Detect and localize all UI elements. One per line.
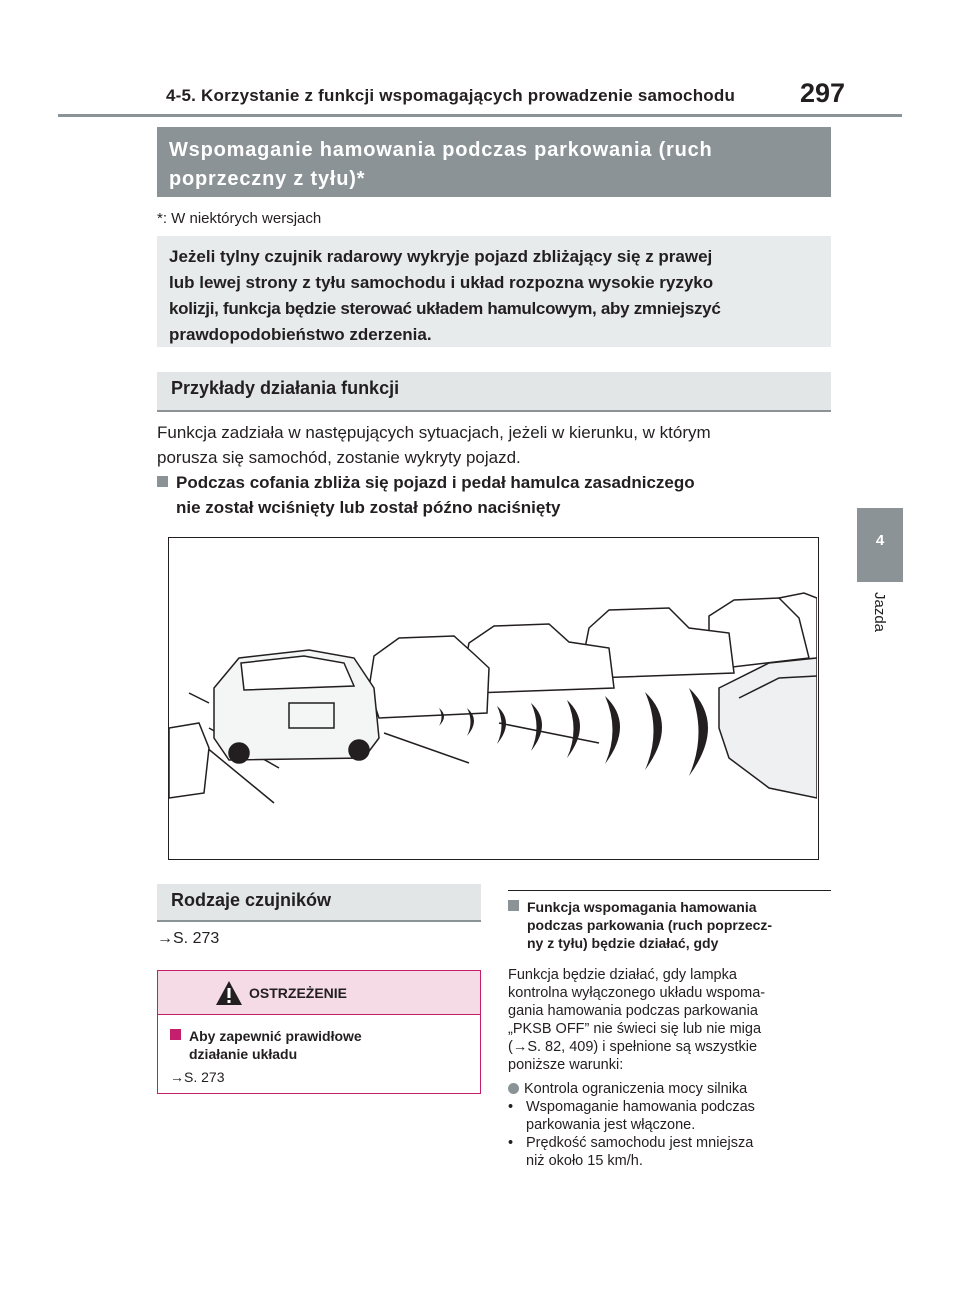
warning-ref-link[interactable]: →S. 273 <box>170 1069 225 1085</box>
examples-text <box>157 420 831 470</box>
list-item: • Wspomaganie hamowania podczas parkowania jest włączone. <box>508 1099 755 1133</box>
sensors-ref-link[interactable]: →S. 273 <box>157 930 220 947</box>
list-item-line: Prędkość samochodu jest mniejsza <box>526 1135 754 1151</box>
warning-title: OSTRZEŻENIE <box>249 985 348 1001</box>
list-item-line: niż około 15 km/h. <box>526 1153 643 1169</box>
square-bullet-icon <box>508 900 519 911</box>
bullet-line: Podczas cofania zbliża się pojazd i pedał hamulca zasadniczego <box>176 473 695 492</box>
section-title-line: poprzeczny z tyłu)* <box>169 168 366 190</box>
text-line: Funkcja zadziała w następujących sytuacjach, jeżeli w kierunku, w którym <box>157 423 711 442</box>
warning-triangle-icon <box>215 980 243 1006</box>
list-item-line: parkowania jest włączone. <box>526 1117 696 1133</box>
paragraph-line: gania hamowania podczas parkowania <box>508 1003 758 1019</box>
warning-line: działanie układu <box>189 1046 298 1062</box>
list-item-line: Wspomaganie hamowania podczas <box>526 1099 755 1115</box>
section-title-line: Wspomaganie hamowania podczas parkowania (ruch <box>169 139 713 161</box>
text-line: porusza się samochód, zostanie wykryty pojazd. <box>157 448 521 467</box>
right-column-heading <box>508 898 831 952</box>
intro-line: Jeżeli tylny czujnik radarowy wykryje pojazd zbliżający się z prawej <box>169 247 713 266</box>
chapter-label: Jazda <box>871 592 888 633</box>
parking-illustration <box>169 538 817 858</box>
warning-subtitle <box>170 1027 470 1063</box>
right-column-rule <box>508 890 831 891</box>
section-title <box>157 127 831 197</box>
intro-line: prawdopodobieństwo zderzenia. <box>169 325 432 344</box>
examples-heading: Przykłady działania funkcji <box>157 372 831 412</box>
paragraph-line: kontrolna wyłączonego układu wspoma- <box>508 985 766 1001</box>
header-rule <box>58 114 902 117</box>
heading-line: ny z tyłu) będzie działać, gdy <box>527 935 719 951</box>
paragraph-line: Funkcja będzie działać, gdy lampka <box>508 967 737 983</box>
list-item: • Prędkość samochodu jest mniejsza niż około 15 km/h. <box>508 1135 754 1169</box>
warning-box <box>157 970 481 1094</box>
intro-line: kolizji, funkcja będzie sterować układem hamulcowym, aby zmniejszyć <box>169 299 721 318</box>
square-bullet-icon <box>170 1029 181 1040</box>
heading-line: podczas parkowania (ruch poprzecz- <box>527 917 773 933</box>
right-column-body <box>508 966 831 1170</box>
warning-header <box>158 971 480 1015</box>
footnote: *: W niektórych wersjach <box>157 210 322 227</box>
header-title: 4-5. Korzystanie z funkcji wspomagających prowadzenie samochodu <box>166 86 736 105</box>
paragraph-line: poniższe warunki: <box>508 1057 624 1073</box>
bullet-line: nie został wciśnięty lub został późno naciśnięty <box>176 498 561 517</box>
circle-bullet-icon <box>508 1083 519 1094</box>
paragraph-line: „PKSB OFF” nie świeci się lub nie miga <box>508 1021 762 1037</box>
illustration <box>168 537 819 860</box>
sensors-heading: Rodzaje czujników <box>157 884 481 922</box>
intro-line: lub lewej strony z tyłu samochodu i układ rozpozna wysokie ryzyko <box>169 273 714 292</box>
example-bullet <box>157 470 831 520</box>
chapter-number: 4 <box>875 532 885 549</box>
intro-box <box>157 236 831 347</box>
page-number: 297 <box>800 78 846 108</box>
condition-title: Kontrola ograniczenia mocy silnika <box>524 1081 748 1097</box>
paragraph-line: (→S. 82, 409) i spełnione są wszystkie <box>508 1039 758 1055</box>
heading-line: Funkcja wspomagania hamowania <box>527 899 757 915</box>
square-bullet-icon <box>157 476 168 487</box>
warning-line: Aby zapewnić prawidłowe <box>189 1028 362 1044</box>
